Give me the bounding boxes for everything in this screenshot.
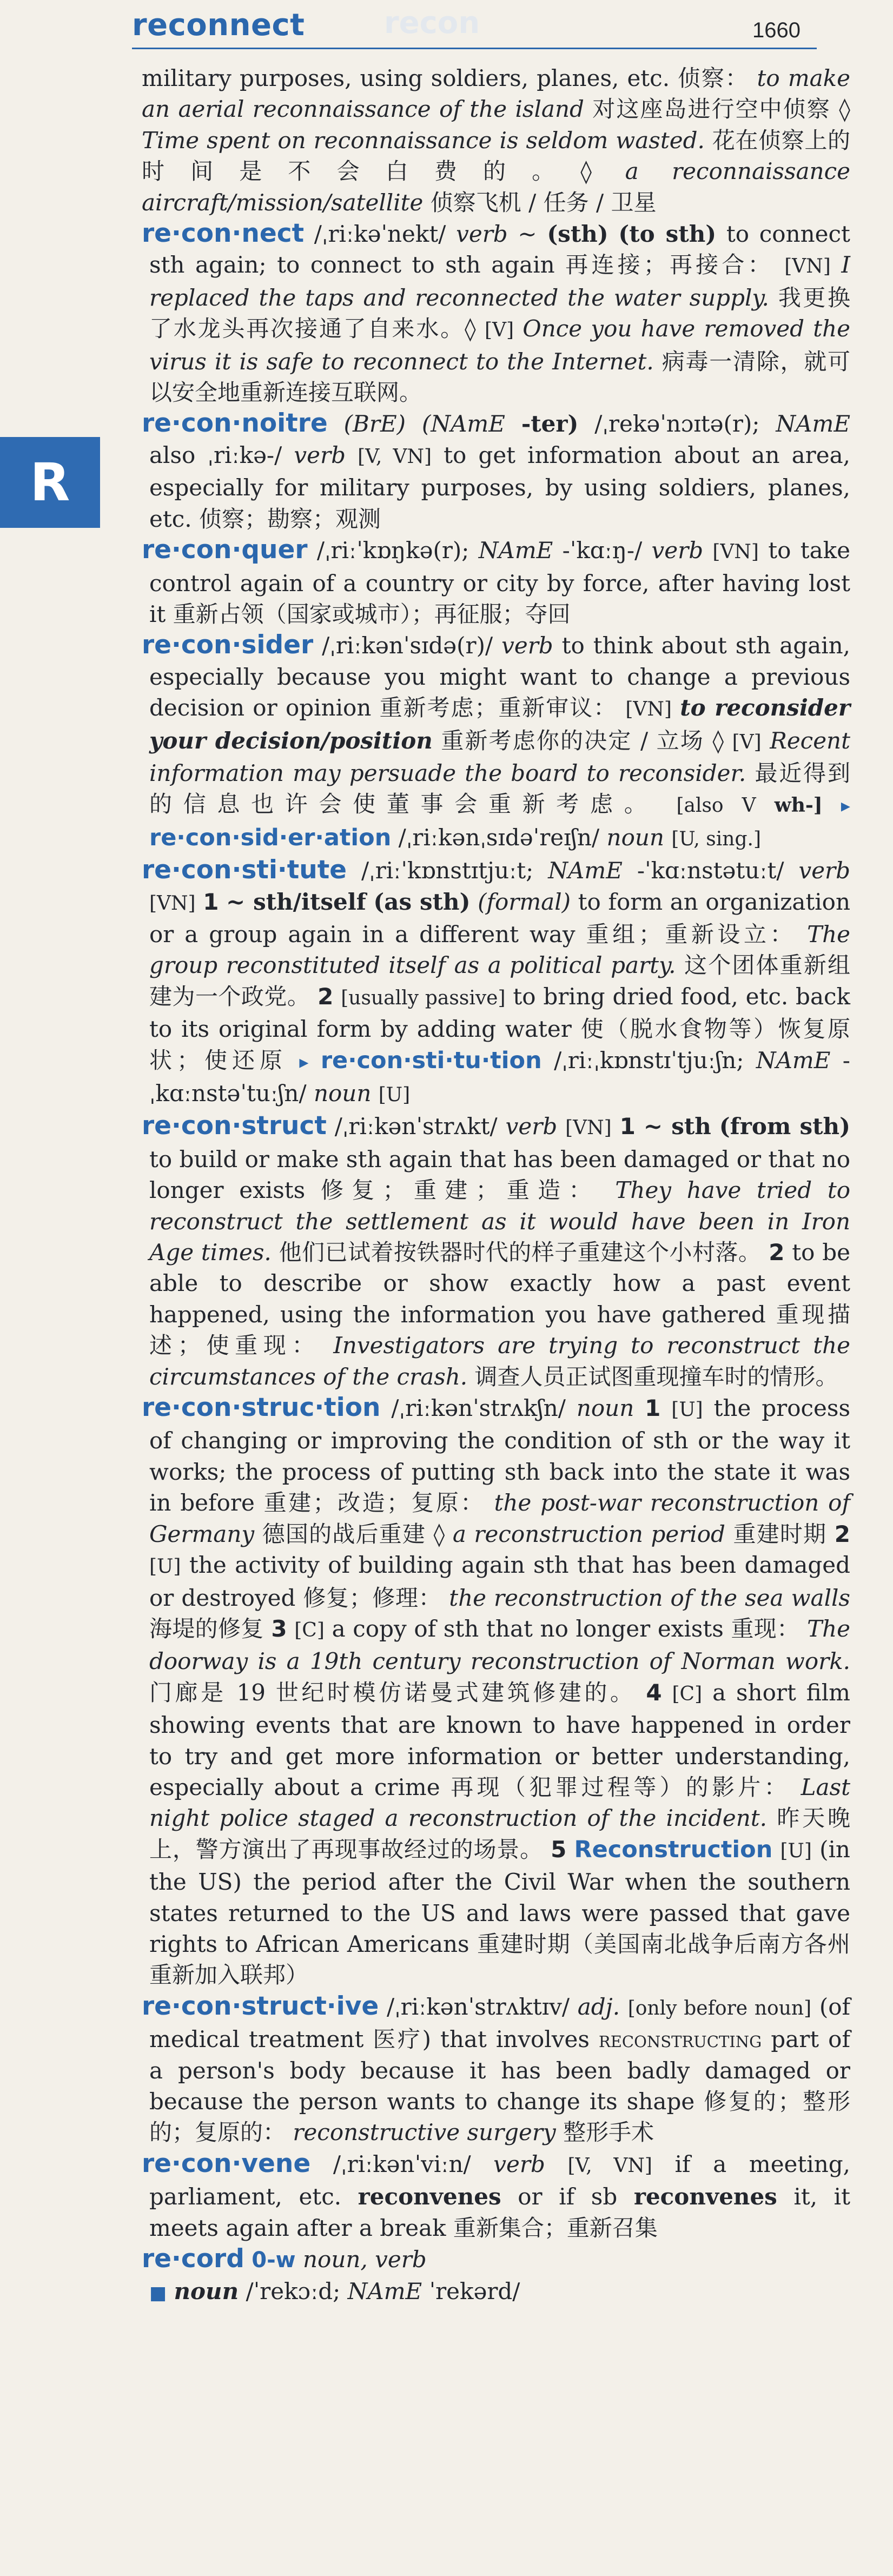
pronunciation: /ˈrekɔːd; [246,2278,341,2305]
example: to make an aerial reconnaissance of the island [142,65,850,123]
grammar-code: [usually passive] [341,986,506,1009]
sense-number: 1 [645,1395,661,1422]
verb-pattern-code: [VN] [565,1117,612,1140]
definition: if a meeting, parliament, etc. [149,2150,851,2210]
verb-pattern-code: [VN] [625,698,672,721]
part-of-speech: noun [606,824,664,851]
running-headword: reconnect [132,8,305,43]
translation: 侦察飞机 / 任务 / 卫星 [430,189,657,216]
region-label: (NAmE [421,410,505,438]
inflected-form: reconvenes [358,2183,501,2210]
translation: 花在侦察上的时间是不会白费的。◊ [142,127,850,185]
grammar-code: [U] [149,1555,181,1578]
headword[interactable]: re·con·vene [142,2148,311,2178]
example: a reconstruction period [452,1520,725,1547]
grammar-code: [U] [378,1084,411,1106]
part-of-speech: verb [505,1113,558,1140]
translation: 门廊是 19 世纪时模仿诺曼式建筑修建的。 [149,1679,636,1706]
entry-reconsider [142,630,850,855]
grammar-pattern: ~ sth [643,1113,711,1140]
sense-number: 2 [317,983,334,1010]
translation: 重建时期 [733,1520,827,1547]
sense-number: 3 [271,1615,287,1642]
definition: (of medical treatment 医疗) that involves [149,1993,851,2053]
sense-number: 1 [619,1113,636,1140]
grammar-code: [U] [671,1399,703,1421]
bullet-square-icon: ■ [149,2282,167,2305]
pronunciation: also ˌriːkə-/ [149,441,282,468]
pronunciation: /ˌriːkənˈviːn/ [333,2150,471,2177]
part-of-speech: verb [501,632,553,659]
sense-number: 1 [203,888,219,915]
entry-reconnect [142,218,850,408]
entry-reconstruction [142,1392,850,1991]
part-of-speech: noun, verb [303,2246,427,2273]
translation: 重新考虑你的决定 / 立场 ◊ [441,727,724,754]
grammar-note: V [742,794,756,817]
headword[interactable]: re·con·noitre [142,408,328,439]
entry-reconstruct [142,1110,850,1392]
grammar-pattern: (to sth) [618,221,717,248]
cross-reference: reconstructing [598,2026,762,2053]
region-label: NAmE [347,2278,422,2305]
part-of-speech: noun [174,2278,239,2305]
translation: 病毒一清除，就可以安全地重新连接互联网。 [149,348,850,406]
key-icon: 0‑w [252,2248,296,2273]
derivative-arrow-icon: ▸ [841,795,850,817]
definition: part of a person's body because it has been badly damaged or because the person wants to change its shape 修复的；整形的；复原的： [149,2026,850,2146]
definition: to be able to describe or show exactly how a past event happened, using the information you have gathered 重现描述；使重现： [149,1239,851,1359]
sense-number: 2 [834,1520,850,1547]
definition: to get information about an area, especially for military purposes, by using soldiers, planes, etc. 侦察；勘察；观测 [149,441,850,532]
definition: it, it meets again after a break 重新集合；重新召集 [149,2183,850,2241]
grammar-code: [C] [672,1683,703,1705]
entries-column [142,63,850,2309]
translation: 海堤的修复 [149,1615,264,1642]
pronunciation: /ˌrekəˈnɔɪtə(r); [594,410,760,438]
grammar-code: [C] [294,1619,325,1641]
pronunciation: /ˌriːkənˌsɪdəˈreɪʃn/ [398,824,600,851]
page-header [124,4,822,49]
definition: to form an organization or a group again in a different way 重组；重新设立： [149,888,851,948]
example: They have tried to reconstruct the settlement as it would have been in Iron Age times. [149,1177,850,1266]
example: The doorway is a 19th century reconstruction of Norman work. [149,1615,851,1675]
verb-pattern-code: [VN] [149,892,196,915]
collocation-example: to reconsider your decision/position [149,694,850,754]
pronunciation: /ˌriːkənˈstrʌkʃn/ [391,1395,566,1422]
definition: or if sb [518,2183,618,2210]
verb-pattern-code: [V, VN] [567,2154,652,2177]
definition: to bring dried food, etc. back to its original form by adding water 使（脱水食物等）恢复原状；使还原 [149,983,850,1074]
derivative-arrow-icon: ▸ [299,1051,309,1073]
definition: (in the US) the period after the Civil War when the southern states returned to the US and laws were passed that gave rights to African Americans 重建时期（美国南北战争后南方各州重新加入联邦） [149,1836,850,1989]
definition: to take control again of a country or city by force, after having lost it 重新占领（国家或城市）；再征服；夺回 [149,537,850,627]
part-of-speech: verb [294,441,346,468]
register-label: (formal) [478,888,571,915]
pronunciation: -ˌkɑːnstəˈtuːʃn/ [149,1047,850,1107]
grammar-note: wh-] [774,794,823,817]
part-of-speech: verb [493,2150,545,2177]
pronunciation: /ˌriːˈkɒnstɪtjuːt; [361,857,534,884]
part-of-speech: verb [651,537,704,564]
translation: 这个团体重新组建为一个政党。 [149,952,850,1010]
grammar-pattern: ~ sth/itself [226,888,366,915]
grammar-code: [only before noun] [627,1997,812,2019]
grammar-code: [U, sing.] [671,827,762,850]
headword[interactable]: re·con·quer [142,535,308,565]
grammar-pattern: (as sth) [373,888,471,915]
pronunciation: -ˈkɑːŋ-/ [562,537,643,564]
translation: 整形手术 [563,2119,654,2146]
verb-pattern-code: [V] [485,319,514,342]
example: The group reconstituted itself as a political party. [149,921,850,979]
part-of-speech: noun [576,1395,634,1422]
page-number: 1660 [752,18,801,42]
definition: the process of changing or improving the condition of sth or the way it works; the process of putting sth back into the state it was in before 重建；改造；复原： [149,1395,851,1517]
grammar-pattern: (sth) [547,221,608,248]
sense-number: 5 [551,1836,567,1863]
pronunciation: /ˌriːˈkɒŋkə(r); [316,537,469,564]
derivative-headword[interactable]: re·con·sid·er·ation [149,824,392,851]
definition: military purposes, using soldiers, planes, etc. 侦察： [142,65,749,91]
example: Investigators are trying to reconstruct the circumstances of the crash. [149,1332,850,1390]
example: I replaced the taps and reconnected the water supply. [149,251,850,311]
headword[interactable]: re·con·sti·tute [142,855,347,885]
sense-headword[interactable]: Reconstruction [574,1836,773,1863]
example: the reconstruction of the sea walls [449,1584,850,1611]
definition: a short film showing events that are known to have happened in order to try and get more information or better understanding, especially about a crime 再现（犯罪过程等）的影片： [149,1679,851,1800]
inflected-form: reconvenes [633,2183,777,2210]
headword[interactable]: re·con·struct·ive [142,1991,379,2021]
headword[interactable]: re·con·struct [142,1111,327,1141]
header-rule [132,48,817,49]
translation: 他们已试着按铁器时代的样子重建这个小村落。 [279,1239,762,1266]
derivative-headword[interactable]: re·con·sti·tu·tion [320,1047,542,1074]
pronunciation: /ˌriːˌkɒnstɪˈtjuːʃn; [554,1047,744,1074]
pronunciation: /ˌriːkənˈsɪdə(r)/ [322,632,493,659]
translation: 昨天晚上，警方演出了再现事故经过的场景。 [149,1805,850,1863]
region-label: (BrE) [343,410,406,438]
example: Once you have removed the virus it is safe to reconnect to the Internet. [149,315,850,375]
translation: 对这座岛进行空中侦察 ◊ [592,96,850,123]
definition: the activity of building again sth that has been damaged or destroyed 修复；修理： [149,1552,850,1611]
headword[interactable]: re·cord [142,2244,244,2274]
example: a reconnaissance aircraft/mission/satellite [142,158,850,216]
example: Recent information may persuade the board to reconsider. [149,727,850,786]
region-label: NAmE [756,1047,831,1074]
pronunciation: /ˌriːkənˈstrʌkt/ [334,1113,498,1140]
pattern-marker: ~ [518,221,537,248]
part-of-speech: verb [456,221,508,248]
translation: 德国的战后重建 ◊ [262,1520,445,1547]
headword[interactable]: re·con·nect [142,218,305,249]
headword[interactable]: re·con·struc·tion [142,1393,381,1423]
region-label: NAmE [776,410,850,438]
entry-record [142,2243,850,2309]
translation: 最近得到的信息也许会使董事会重新考虑。 [149,759,850,818]
definition: to think about sth again, especially because you might want to change a previous decision or opinion 重新考虑；重新审议： [149,632,850,721]
definition: to build or make sth again that has been damaged or that no longer exists 修复；重建；重造： [149,1145,850,1204]
grammar-code: [U] [780,1839,812,1862]
translation: 调查人员正试图重现撞车时的情形。 [474,1363,838,1390]
verb-pattern-code: [VN] [784,255,831,278]
definition: a copy of sth that no longer exists 重现： [332,1615,800,1642]
example: reconstructive surgery [293,2119,556,2146]
thumb-tab[interactable] [0,437,100,528]
entry-reconstitute [142,855,850,1110]
pronunciation: -ˈkɑːnstətuːt/ [637,857,784,884]
sense-number: 2 [769,1239,785,1266]
verb-pattern-code: [VN] [712,541,759,564]
part-of-speech: noun [313,1080,372,1107]
ghost-headword: recon [384,5,480,41]
grammar-note: [also [676,794,724,817]
entry-reconstructive [142,1991,850,2148]
pronunciation: /ˌriːkəˈnekt/ [314,221,446,248]
entry-reconnaissance-continued [142,63,850,218]
sense-number: 4 [646,1679,662,1706]
variant-spelling: -ter) [521,410,579,438]
example: Last night police staged a reconstruction of the incident. [149,1773,850,1832]
region-label: NAmE [478,537,553,564]
verb-pattern-code: [V, VN] [358,445,432,468]
headword[interactable]: re·con·sider [142,630,314,660]
entry-reconvene [142,2148,850,2243]
thumb-tab-letter: R [30,452,70,513]
entry-reconnoitre [142,408,850,534]
region-label: NAmE [548,857,623,884]
pronunciation: /ˌriːkənˈstrʌktɪv/ [386,1993,570,2020]
example: the post-war reconstruction of Germany [149,1489,850,1547]
grammar-pattern: (from sth) [719,1113,850,1140]
entry-reconquer [142,534,850,630]
part-of-speech: adj. [577,1993,620,2020]
verb-pattern-code: [V] [732,731,762,753]
part-of-speech: verb [798,857,851,884]
example: Time spent on reconnaissance is seldom wasted. [142,127,705,154]
translation: 我更换了水龙头再次接通了自来水。◊ [149,284,850,342]
pronunciation: ˈrekərd/ [429,2278,520,2305]
definition: to connect sth again; to connect to sth again 再连接；再接合： [149,221,850,279]
